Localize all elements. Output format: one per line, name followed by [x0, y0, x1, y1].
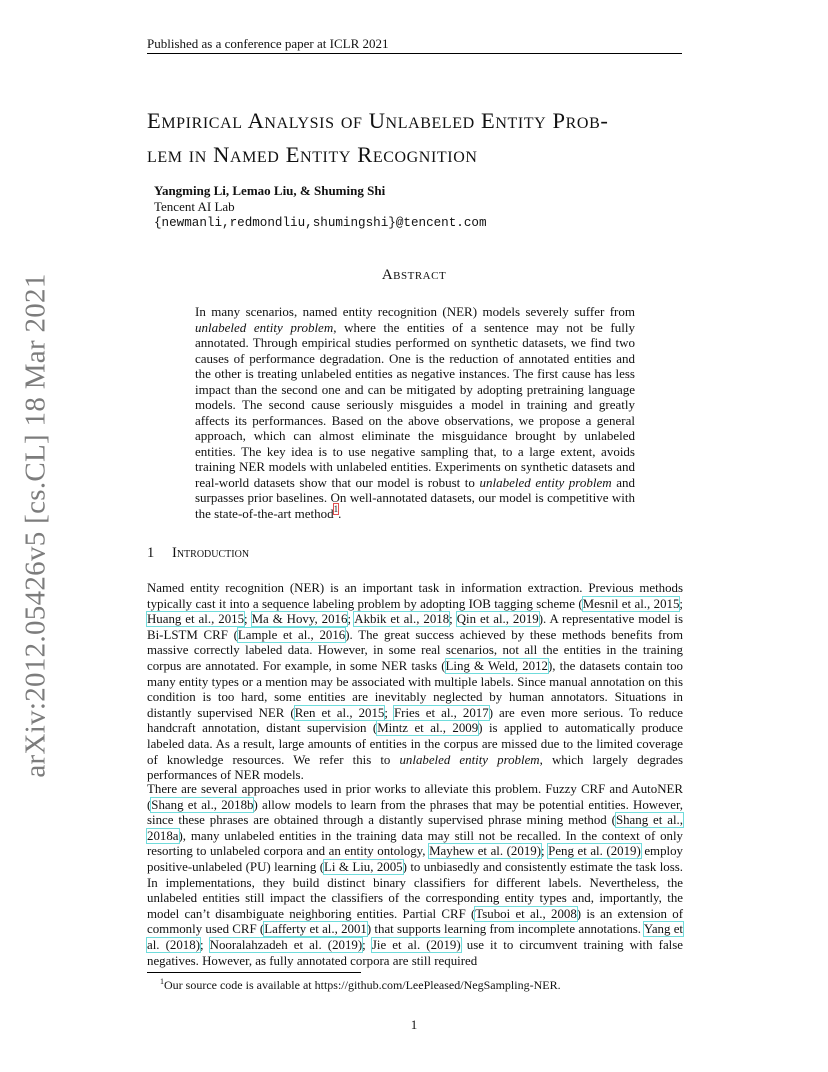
citation-link[interactable]: Huang et al., 2015 — [147, 612, 245, 627]
citation-link[interactable]: Ma & Hovy, 2016 — [251, 612, 348, 627]
body-text: Named entity recognition (NER) is an important task in information extraction. Previous methods typically cast it into a sequence labeling problem by adopting IOB tagging scheme ( — [147, 581, 683, 611]
citation-link[interactable]: Lafferty et al., 2001 — [264, 922, 367, 937]
paper-title — [147, 104, 707, 172]
body-text: ; — [679, 596, 683, 611]
body-text: There are several approaches used in prior works to alleviate this problem. Fuzzy CRF and AutoNER ( — [147, 782, 683, 812]
citation-link[interactable]: Mesnil et al., 2015 — [582, 596, 680, 611]
citation-link[interactable]: Peng et al. (2019) — [548, 844, 641, 859]
abstract-text: , where the entities of a sentence may not be fully annotated. Through empirical studies performed on synthetic datasets, we find two causes of performance degradation. One is the reduction of annotated entities and the other is treating unlabeled entities as negative instances. The first cause has less impact than the second one and can be mitigated by adopting pretraining language models. The second cause seriously misguides a model in training and greatly affects its performances. Based on the above observations, we propose a general approach, which can almost eliminate the misguidance brought by unlabeled entities. The key idea is to use negative sampling that, to a large extent, avoids training NER models with unlabeled entities. Experiments on synthetic datasets and real-world datasets show that our model is robust to — [195, 319, 635, 490]
abstract-text: . — [338, 505, 342, 521]
citation-link[interactable]: Qin et al., 2019 — [456, 612, 539, 627]
title-line-2: lem in Named Entity Recognition — [147, 142, 478, 167]
body-text: ; — [362, 937, 372, 952]
body-text: ) are even more serious. To reduce handcraft annotation, distant supervision ( — [147, 705, 683, 736]
footnote — [160, 977, 561, 993]
body-text: ; — [541, 844, 549, 859]
header-rule — [147, 53, 682, 54]
intro-paragraph-1 — [147, 581, 683, 784]
body-text: ; — [347, 612, 355, 627]
body-text: ) is an extension of commonly used CRF ( — [147, 906, 683, 937]
citation-link[interactable]: Shang et al., 2018a — [147, 813, 683, 843]
footnote-text: Our source code is available at https://github.com/LeePleased/NegSampling-NER. — [164, 978, 561, 992]
section-heading-introduction — [147, 545, 249, 562]
citation-link[interactable]: Mintz et al., 2009 — [377, 721, 479, 736]
author-block — [154, 183, 487, 231]
abstract-text: In many scenarios, named entity recognition (NER) models severely suffer from — [195, 304, 635, 319]
body-text: use it to circumvent training with false negatives. However, as fully annotated corpora are still required — [147, 937, 683, 968]
body-text: ), the datasets contain too many entity types or a mention may be associated with multiple labels. Since manual annotation on this condition is too hard, some entities are inevitably neglected by human annotators. Situations in distantly supervised NER ( — [147, 658, 684, 720]
body-text: employ positive-unlabeled (PU) learning ( — [147, 844, 683, 874]
body-text: ; — [384, 705, 394, 720]
arxiv-identifier: arXiv:2012.05426v5 [cs.CL] 18 Mar 2021 — [19, 272, 52, 778]
citation-link[interactable]: Lample et al., 2016 — [237, 627, 346, 642]
citation-link[interactable]: Ren et al., 2015 — [294, 705, 385, 720]
body-text: ) allow models to learn from the phrases that may be potential entities. However, since these phrases are obtained through a distantly supervised phrase mining method ( — [147, 797, 683, 828]
body-text: ). The great success achieved by these methods benefits from massive correctly labeled data. However, in some real scenarios, not all the entities in the training corpus are annotated. For example, in some NER tasks ( — [147, 627, 683, 673]
body-text: ), many unlabeled entities in the training data may still not be recalled. In the context of only resorting to unlabeled corpora and an entity ontology, — [147, 828, 683, 859]
footnote-mark: 1 — [160, 977, 164, 986]
section-number: 1 — [147, 545, 155, 561]
intro-paragraph-2 — [147, 782, 683, 969]
abstract-body — [195, 304, 635, 521]
page-number: 1 — [410, 1017, 418, 1032]
body-text: ; — [199, 937, 210, 952]
footnote-rule — [147, 972, 361, 973]
body-emphasis: unlabeled entity problem — [399, 752, 540, 767]
abstract-emphasis: unlabeled entity problem — [479, 474, 612, 490]
affiliation: Tencent AI Lab — [154, 199, 235, 214]
body-text: ) that supports learning from incomplete annotations. — [366, 922, 644, 937]
citation-link[interactable]: Yang et al. (2018) — [147, 922, 684, 952]
abstract-text: and surpasses prior baselines. On well-annotated datasets, our model is competitive with the state-of-the-art method — [195, 474, 635, 521]
running-header: Published as a conference paper at ICLR 2021 — [147, 36, 389, 51]
citation-link[interactable]: Nooralahzadeh et al. (2019) — [209, 937, 363, 952]
title-line-1: Empirical Analysis of Unlabeled Entity Prob- — [147, 108, 609, 133]
body-text: , which largely degrades performances of NER models. — [147, 752, 684, 783]
body-text: ; — [449, 612, 457, 627]
citation-link[interactable]: Akbik et al., 2018 — [354, 612, 450, 627]
citation-link[interactable]: Tsuboi et al., 2008 — [475, 906, 577, 921]
body-text: ) to unbiasedly and consistently estimate the task loss. In implementations, they build distinct binary classifiers for different labels. Nevertheless, the unlabeled entities still impact the classifiers of the corresponding entity types and, importantly, the model can’t disambiguate neighboring entities. Partial CRF ( — [147, 859, 683, 921]
author-names: Yangming Li, Lemao Liu, & Shuming Shi — [154, 183, 386, 198]
citation-link[interactable]: Shang et al., 2018b — [151, 797, 254, 812]
author-emails: {newmanli,redmondliu,shumingshi}@tencent.com — [154, 216, 487, 230]
abstract-heading: Abstract — [381, 267, 447, 283]
body-text: ). A representative model is Bi-LSTM CRF ( — [147, 612, 684, 642]
body-text: ) is applied to automatically produce labeled data. As a result, large amounts of entities in the corpus are missed due to the limited coverage of knowledge resources. We refer this to — [147, 721, 683, 767]
citation-link[interactable]: Mayhew et al. (2019) — [429, 844, 542, 859]
section-title: Introduction — [172, 545, 250, 561]
footnote-link[interactable]: 1 — [333, 504, 339, 515]
body-text: ; — [244, 612, 252, 627]
arxiv-sidebar-stamp — [15, 272, 57, 778]
abstract-emphasis: unlabeled entity problem — [195, 319, 334, 335]
citation-link[interactable]: Ling & Weld, 2012 — [445, 658, 548, 673]
citation-link[interactable]: Li & Liu, 2005 — [324, 859, 403, 874]
citation-link[interactable]: Jie et al. (2019) — [371, 937, 461, 952]
citation-link[interactable]: Fries et al., 2017 — [393, 705, 489, 720]
